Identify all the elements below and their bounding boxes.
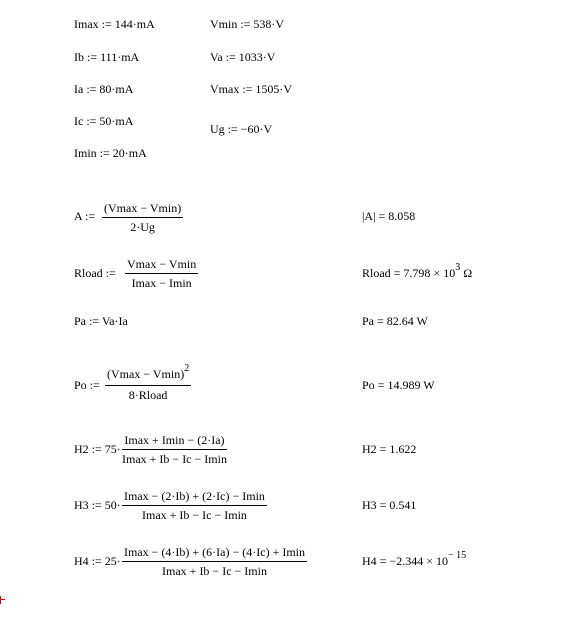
ia-definition[interactable]: Ia := 80·mA <box>74 82 134 96</box>
a-fraction <box>102 201 183 234</box>
h4-numerator: Imax − (4·Ib) + (6·Ia) − (4·Ic) + Imin <box>122 545 307 562</box>
h4-fraction <box>122 545 307 578</box>
a-numerator: (Vmax − Vmin) <box>102 201 183 218</box>
rload-result-unit: Ω <box>460 266 473 280</box>
h3-numerator: Imax − (2·Ib) + (2·Ic) − Imin <box>122 489 267 506</box>
po-numerator-exponent: 2 <box>184 363 190 374</box>
pa-result[interactable]: Pa = 82.64 W <box>362 314 428 328</box>
po-denominator: 8·Rload <box>128 388 168 402</box>
ic-definition[interactable]: Ic := 50·mA <box>74 114 134 128</box>
h3-lhs: H3 := 50· <box>74 498 121 512</box>
vmax-definition[interactable]: Vmax := 1505·V <box>210 82 293 96</box>
imax-definition[interactable]: Imax := 144·mA <box>74 17 155 31</box>
pa-definition[interactable]: Pa := Va·Ia <box>74 314 128 328</box>
rload-denominator: Imax − Imin <box>131 276 192 290</box>
h3-denominator: Imax + Ib − Ic − Imin <box>141 508 247 522</box>
rload-result-base: Rload = 7.798 × 10 <box>362 266 456 280</box>
rload-lhs: Rload := <box>74 266 116 280</box>
h4-result-exponent: − 15 <box>447 550 467 561</box>
h3-fraction <box>122 489 267 522</box>
po-numerator <box>105 363 191 386</box>
h4-denominator: Imax + Ib − Ic − Imin <box>162 564 267 578</box>
po-lhs: Po := <box>74 378 100 392</box>
rload-result[interactable] <box>362 262 473 282</box>
vmin-definition[interactable]: Vmin := 538·V <box>210 17 285 31</box>
po-result[interactable]: Po = 14.989 W <box>362 378 435 392</box>
h2-denominator: Imax + Ib − Ic − Imin <box>122 452 227 466</box>
imin-definition[interactable]: Imin := 20·mA <box>74 146 147 160</box>
a-lhs: A := <box>74 209 96 223</box>
h2-numerator: Imax + Imin − (2·Ia) <box>122 433 226 450</box>
h2-result[interactable]: H2 = 1.622 <box>362 442 417 456</box>
rload-result-exponent: 3 <box>455 262 461 273</box>
h2-lhs: H2 := 75· <box>74 442 121 456</box>
va-definition[interactable]: Va := 1033·V <box>210 50 276 64</box>
a-result[interactable]: |A| = 8.058 <box>362 209 416 223</box>
h4-result-base: H4 = −2.344 × 10 <box>362 554 448 568</box>
po-numerator-base: (Vmax − Vmin) <box>107 367 185 381</box>
po-fraction <box>105 363 191 402</box>
h4-lhs: H4 := 25· <box>74 554 121 568</box>
ug-definition[interactable]: Ug := −60·V <box>210 122 273 136</box>
a-denominator: 2·Ug <box>130 220 155 234</box>
rload-fraction <box>125 257 198 290</box>
h2-fraction <box>122 433 227 466</box>
ib-definition[interactable]: Ib := 111·mA <box>74 50 140 64</box>
insertion-cursor-icon[interactable] <box>0 596 5 604</box>
h3-result[interactable]: H3 = 0.541 <box>362 498 417 512</box>
rload-numerator: Vmax − Vmin <box>125 257 198 274</box>
h4-result[interactable] <box>362 550 467 570</box>
